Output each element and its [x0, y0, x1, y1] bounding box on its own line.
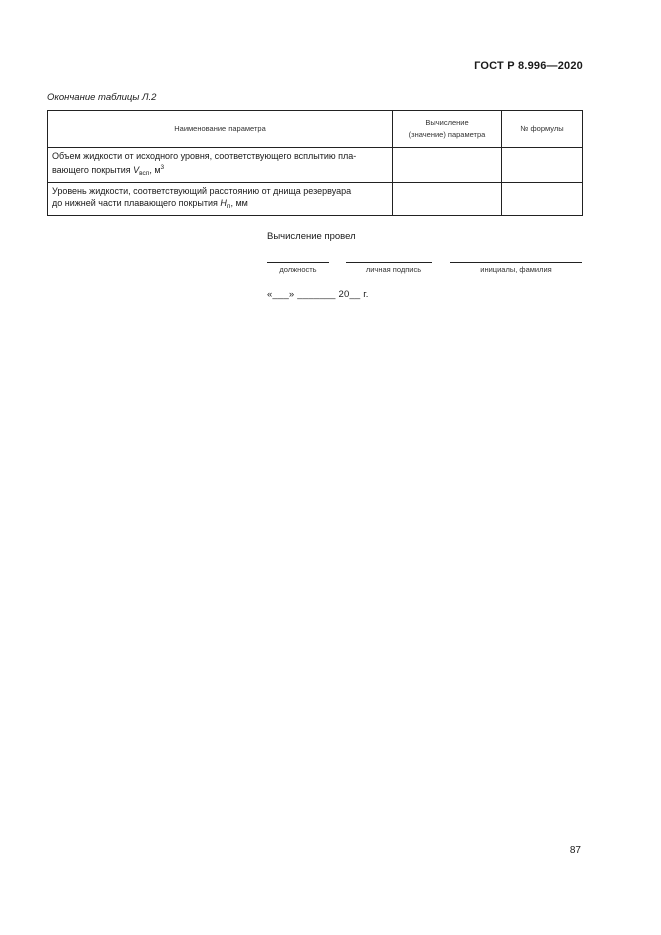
column-header-value [393, 111, 502, 148]
name-line [450, 262, 582, 263]
parameter-table [47, 110, 583, 216]
signature-title: Вычисление провел [267, 231, 356, 242]
row-subscript: всп [139, 170, 150, 177]
row-name-line2: вающего покрытия [52, 165, 134, 175]
row-name-cell [48, 183, 393, 216]
column-header-name: Наименование параметра [48, 111, 393, 148]
row-superscript: 3 [160, 164, 165, 171]
position-label: должность [279, 265, 317, 274]
row-name-line1: Уровень жидкости, соответствующий расстоянию от днища резервуара [52, 186, 352, 196]
row-value-cell [393, 148, 502, 183]
row-symbol: V [133, 165, 140, 175]
page-number: 87 [569, 845, 581, 856]
row-formula-cell [502, 148, 583, 183]
table-caption: Окончание таблицы Л.2 [47, 92, 157, 103]
table-row [48, 148, 583, 183]
row-symbol: H [220, 198, 227, 208]
row-name-cell [48, 148, 393, 183]
row-unit: , мм [230, 198, 248, 208]
row-name-line1: Объем жидкости от исходного уровня, соответствующего всплытию пла- [52, 151, 357, 161]
date-field: «___» _______ 20__ г. [267, 289, 369, 300]
row-formula-cell [502, 183, 583, 216]
table-row [48, 183, 583, 216]
position-line [267, 262, 329, 263]
table-header-row [48, 111, 583, 148]
row-name-line2: до нижней части плавающего покрытия [52, 198, 221, 208]
document-code: ГОСТ Р 8.996—2020 [474, 60, 583, 72]
signature-label: личная подпись [365, 265, 422, 274]
row-unit: , м [149, 165, 161, 175]
name-label: инициалы, фамилия [480, 265, 552, 274]
row-value-cell [393, 183, 502, 216]
column-header-value-line2: (значение) параметра [408, 130, 486, 139]
column-header-formula: № формулы [502, 111, 583, 148]
row-subscript: п [226, 203, 231, 210]
column-header-value-line1: Вычисление [425, 118, 469, 127]
signature-line [346, 262, 432, 263]
